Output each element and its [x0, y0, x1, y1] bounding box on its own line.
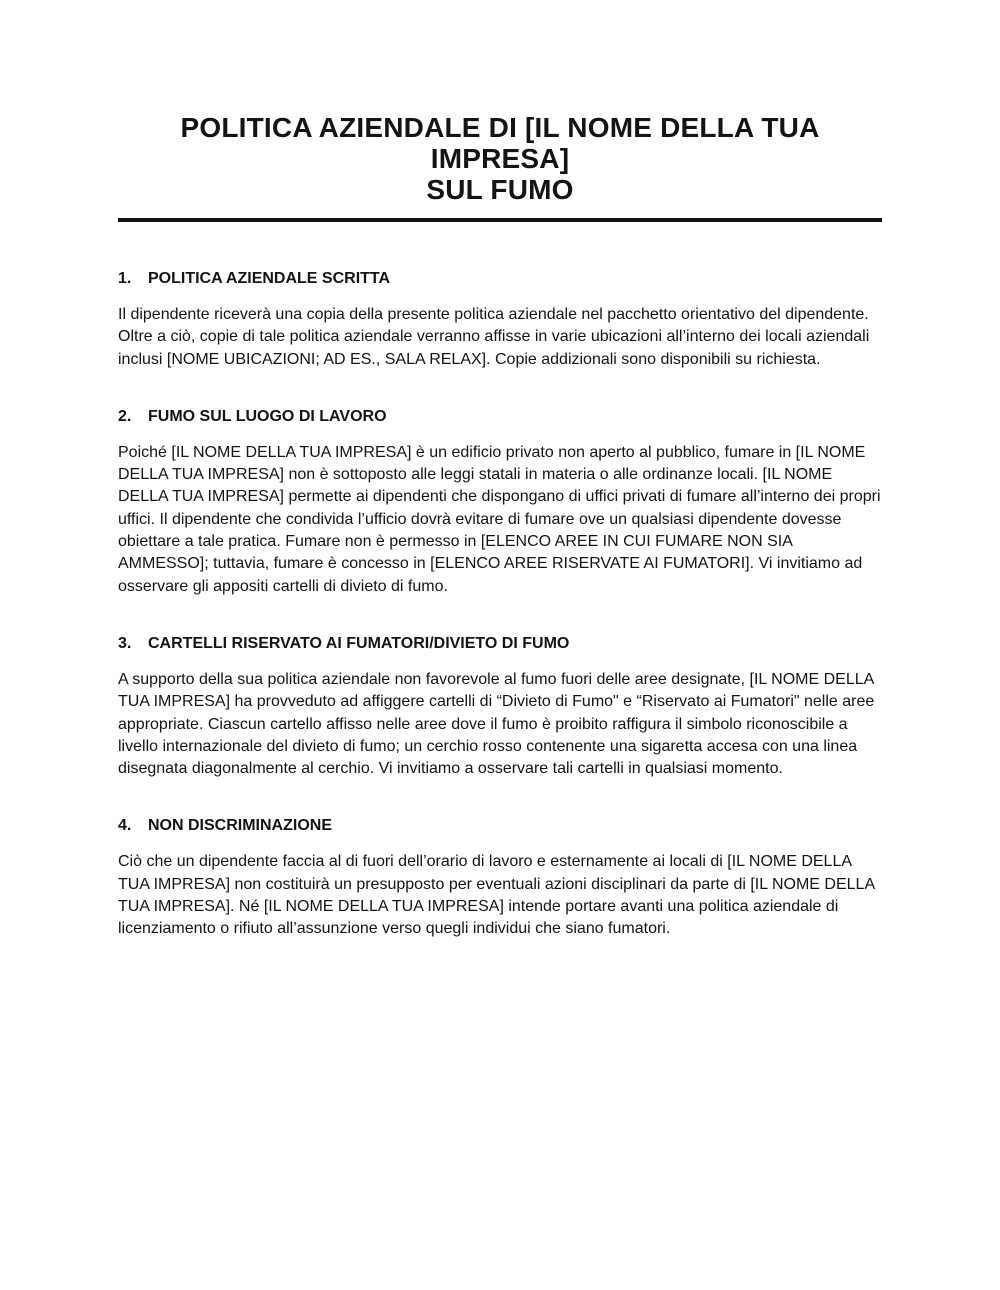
- section-number: 2.: [118, 407, 132, 425]
- section-number: 1.: [118, 270, 132, 287]
- section-heading-text: CARTELLI RISERVATO AI FUMATORI/DIVIETO DI FUMO: [148, 634, 570, 652]
- document-title-line-1: POLITICA AZIENDALE DI [IL NOME DELLA TUA IMPRESA]: [180, 112, 820, 174]
- section-paragraph: Il dipendente riceverà una copia della presente politica aziendale nel pacchetto orientativo del dipendente. Oltre a ciò, copie di tale politica aziendale verranno affisse in varie ubicazioni all’interno dei locali aziendali inclusi [NOME UBICAZIONI; AD ES., SALA RELAX]. Copie addizionali sono disponibili su richiesta.: [118, 306, 870, 368]
- section-heading-text: FUMO SUL LUOGO DI LAVORO: [148, 407, 387, 425]
- section-paragraph: Poiché [IL NOME DELLA TUA IMPRESA] è un edificio privato non aperto al pubblico, fumare in [IL NOME DELLA TUA IMPRESA] non è sottoposto alle leggi statali in materia o alle ordinanze locali. [IL NOME DELLA TUA IMPRESA] permette ai dipendenti che dispongano di uffici privati di fumare all’interno dei propri uffici. Il dipendente che condivida l’ufficio dovrà evitare di fumare ove un qualsiasi dipendente dovesse obiettare a tale pratica. Fumare non è permesso in [ELENCO AREE IN CUI FUMARE NON SIA AMMESSO]; tuttavia, fumare è concesso in [ELENCO AREE RISERVATE AI FUMATORI]. Vi invitiamo ad osservare gli appositi cartelli di divieto di fumo.: [118, 443, 881, 595]
- title-divider: [118, 218, 882, 222]
- section-heading: [118, 633, 882, 655]
- section-fumo-sul-luogo-di-lavoro: [118, 406, 882, 598]
- section-heading: [118, 406, 882, 428]
- sections-container: [118, 268, 882, 941]
- section-paragraph: Ciò che un dipendente faccia al di fuori dell’orario di lavoro e esternamente ai locali di [IL NOME DELLA TUA IMPRESA] non costituirà un presupposto per eventuali azioni disciplinari da parte di [IL NOME DELLA TUA IMPRESA]. Né [IL NOME DELLA TUA IMPRESA] intende portare avanti una politica aziendale di licenziamento o rifiuto all’assunzione verso quegli individui che siano fumatori.: [118, 853, 875, 938]
- section-number: 3.: [118, 634, 132, 652]
- section-cartelli: [118, 633, 882, 780]
- section-heading-text: POLITICA AZIENDALE SCRITTA: [148, 270, 391, 287]
- section-politica-aziendale-scritta: [118, 268, 882, 371]
- section-non-discriminazione: [118, 815, 882, 940]
- section-number: 4.: [118, 817, 132, 835]
- section-paragraph: A supporto della sua politica aziendale non favorevole al fumo fuori delle aree designate, [IL NOME DELLA TUA IMPRESA] ha provveduto ad affiggere cartelli di “Divieto di Fumo" e “Riservato ai Fumatori" nelle aree appropriate. Ciascun cartello affisso nelle aree dove il fumo è proibito raffigura il simbolo riconoscibile a livello internazionale del divieto di fumo; un cerchio rosso contenente una sigaretta accesa con una linea disegnata diagonalmente al cerchio. Vi invitiamo a osservare tali cartelli in qualsiasi momento.: [118, 670, 875, 778]
- document-title: [118, 112, 882, 205]
- document-title-line-2: SUL FUMO: [426, 174, 574, 205]
- section-heading-text: NON DISCRIMINAZIONE: [148, 817, 332, 835]
- section-heading: [118, 268, 882, 290]
- section-heading: [118, 815, 882, 837]
